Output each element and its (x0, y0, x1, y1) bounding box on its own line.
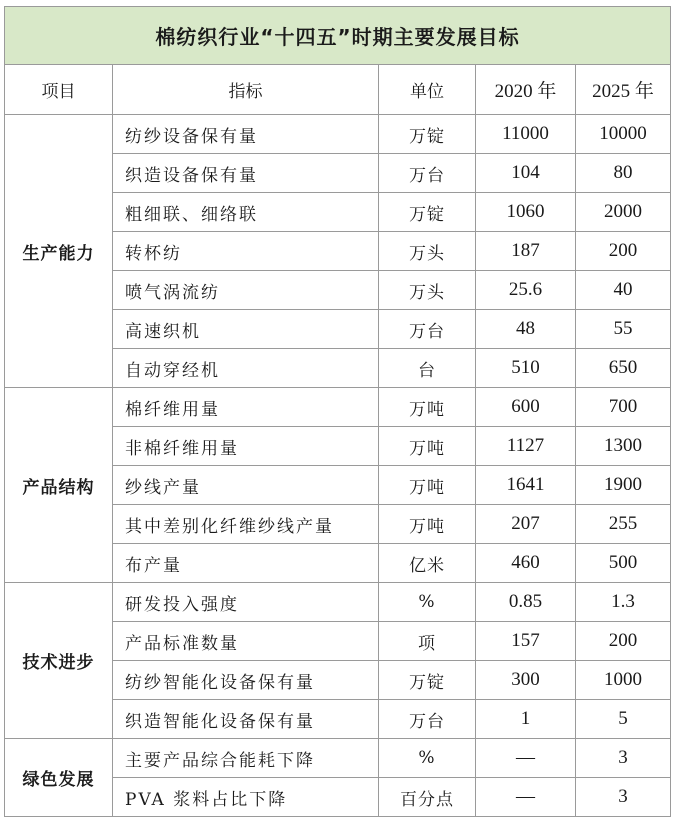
indicator-cell: 织造设备保有量 (113, 154, 379, 193)
unit-cell: 万吨 (379, 388, 476, 427)
indicator-cell: 主要产品综合能耗下降 (113, 739, 379, 778)
indicator-cell: 研发投入强度 (113, 583, 379, 622)
value-2020-cell: 11000 (476, 115, 576, 154)
value-2025-cell: 200 (576, 622, 671, 661)
indicator-cell: 粗细联、细络联 (113, 193, 379, 232)
header-2025: 2025 年 (576, 65, 671, 115)
indicator-cell: 织造智能化设备保有量 (113, 700, 379, 739)
category-label: 绿色发展 (5, 739, 113, 817)
unit-cell: 亿米 (379, 544, 476, 583)
unit-cell: 万吨 (379, 427, 476, 466)
value-2020-cell: 1641 (476, 466, 576, 505)
value-2020-cell: 207 (476, 505, 576, 544)
value-2025-cell: 80 (576, 154, 671, 193)
indicator-cell: 产品标准数量 (113, 622, 379, 661)
table-row (5, 583, 671, 622)
table-title: 棉纺织行业“十四五”时期主要发展目标 (5, 7, 671, 65)
unit-cell: 万台 (379, 700, 476, 739)
unit-cell: 万台 (379, 154, 476, 193)
header-indicator: 指标 (113, 65, 379, 115)
value-2025-cell: 3 (576, 739, 671, 778)
unit-cell: 百分点 (379, 778, 476, 817)
value-2020-cell: 187 (476, 232, 576, 271)
value-2020-cell: 157 (476, 622, 576, 661)
header-category: 项目 (5, 65, 113, 115)
unit-cell: 项 (379, 622, 476, 661)
indicator-cell: 纺纱设备保有量 (113, 115, 379, 154)
unit-cell: 万头 (379, 232, 476, 271)
table-row (5, 388, 671, 427)
value-2025-cell: 650 (576, 349, 671, 388)
value-2020-cell: 600 (476, 388, 576, 427)
value-2020-cell: 25.6 (476, 271, 576, 310)
indicator-cell: 高速织机 (113, 310, 379, 349)
header-row (5, 65, 671, 115)
value-2020-cell: 300 (476, 661, 576, 700)
value-2020-cell: 510 (476, 349, 576, 388)
unit-cell: 万锭 (379, 193, 476, 232)
table-row (5, 115, 671, 154)
value-2025-cell: 5 (576, 700, 671, 739)
value-2025-cell: 200 (576, 232, 671, 271)
value-2025-cell: 700 (576, 388, 671, 427)
table-wrapper (4, 6, 670, 817)
indicator-cell: 纺纱智能化设备保有量 (113, 661, 379, 700)
indicator-cell: 自动穿经机 (113, 349, 379, 388)
header-2020: 2020 年 (476, 65, 576, 115)
unit-cell: % (379, 739, 476, 778)
indicator-cell: 转杯纺 (113, 232, 379, 271)
value-2020-cell: 0.85 (476, 583, 576, 622)
category-label: 产品结构 (5, 388, 113, 583)
indicator-cell: 其中差别化纤维纱线产量 (113, 505, 379, 544)
value-2025-cell: 10000 (576, 115, 671, 154)
value-2020-cell: 104 (476, 154, 576, 193)
value-2025-cell: 55 (576, 310, 671, 349)
category-label: 生产能力 (5, 115, 113, 388)
unit-cell: 万吨 (379, 466, 476, 505)
value-2020-cell: 1060 (476, 193, 576, 232)
table-body (5, 115, 671, 817)
unit-cell: 台 (379, 349, 476, 388)
header-unit: 单位 (379, 65, 476, 115)
value-2025-cell: 2000 (576, 193, 671, 232)
value-2025-cell: 40 (576, 271, 671, 310)
indicator-cell: PVA 浆料占比下降 (113, 778, 379, 817)
indicator-cell: 非棉纤维用量 (113, 427, 379, 466)
unit-cell: 万台 (379, 310, 476, 349)
value-2020-cell: — (476, 739, 576, 778)
value-2020-cell: 1 (476, 700, 576, 739)
value-2025-cell: 1.3 (576, 583, 671, 622)
value-2020-cell: 1127 (476, 427, 576, 466)
value-2020-cell: 460 (476, 544, 576, 583)
value-2025-cell: 255 (576, 505, 671, 544)
value-2025-cell: 1900 (576, 466, 671, 505)
unit-cell: % (379, 583, 476, 622)
indicator-cell: 纱线产量 (113, 466, 379, 505)
unit-cell: 万锭 (379, 661, 476, 700)
indicator-cell: 喷气涡流纺 (113, 271, 379, 310)
category-label: 技术进步 (5, 583, 113, 739)
table-row (5, 739, 671, 778)
indicator-cell: 布产量 (113, 544, 379, 583)
development-targets-table (4, 6, 671, 817)
unit-cell: 万锭 (379, 115, 476, 154)
unit-cell: 万头 (379, 271, 476, 310)
value-2025-cell: 500 (576, 544, 671, 583)
value-2020-cell: 48 (476, 310, 576, 349)
value-2025-cell: 1000 (576, 661, 671, 700)
value-2025-cell: 3 (576, 778, 671, 817)
unit-cell: 万吨 (379, 505, 476, 544)
value-2020-cell: — (476, 778, 576, 817)
value-2025-cell: 1300 (576, 427, 671, 466)
indicator-cell: 棉纤维用量 (113, 388, 379, 427)
